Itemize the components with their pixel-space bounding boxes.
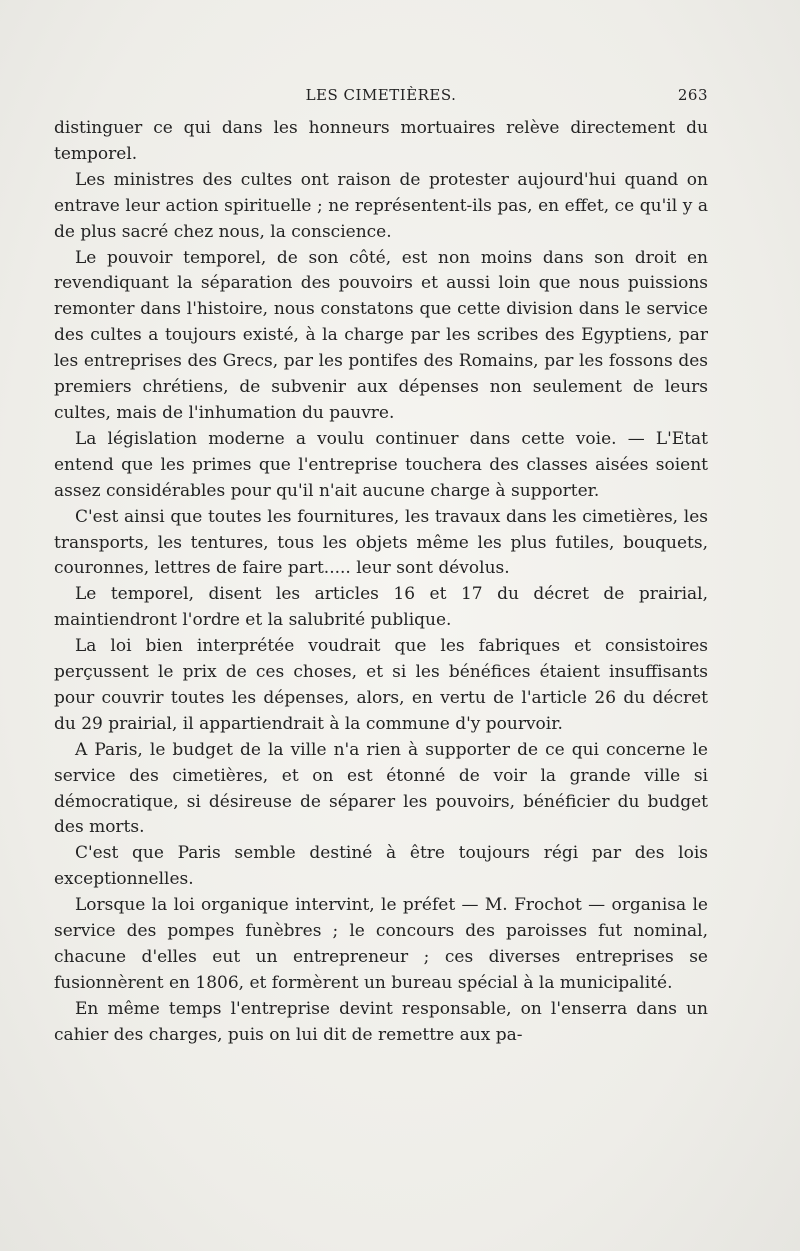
paragraph: La loi bien interprétée voudrait que les fabriques et consistoires perçussent le prix de ces choses, et si les bénéfices étaient insuffisants pour couvrir toutes les dépenses, alors, en vertu de l'article 26 du décret du 29 prairial, il appartiendrait à la commune d'y pourvoir. [54, 636, 708, 734]
paragraph: La législation moderne a voulu continuer dans cette voie. — L'Etat entend que les primes que l'entreprise touchera des classes aisées soient assez considérables pour qu'il n'ait aucune charge à supporter. [54, 428, 708, 501]
body-text [54, 116, 708, 1049]
paragraph: En même temps l'entreprise devint responsable, on l'enserra dans un cahier des charges, puis on lui dit de remettre aux pa- [54, 998, 708, 1045]
paragraph: Le temporel, disent les articles 16 et 17 du décret de prairial, maintiendront l'ordre et la salubrité publique. [54, 584, 708, 631]
running-title: LES CIMETIÈRES. [305, 86, 457, 104]
running-head [54, 86, 708, 112]
paragraph: distinguer ce qui dans les honneurs mortuaires relève directement du temporel. [54, 118, 708, 164]
page-number: 263 [677, 86, 708, 104]
paragraph: Le pouvoir temporel, de son côté, est non moins dans son droit en revendiquant la séparation des pouvoirs et aussi loin que nous puissions remonter dans l'histoire, nous constatons que cette division dans le service des cultes a toujours existé, à la charge par les scribes des Egyptiens, par les entreprises des Grecs, par les pontifes des Romains, par les fossons des premiers chrétiens, de subvenir aux dépenses non seulement de leurs cultes, mais de l'inhumation du pauvre. [54, 247, 708, 423]
paragraph: C'est ainsi que toutes les fournitures, les travaux dans les cimetières, les transports, les tentures, tous les objets même les plus futiles, bouquets, couronnes, lettres de faire part..... leur sont dévolus. [54, 506, 708, 579]
paragraph: Les ministres des cultes ont raison de protester aujourd'hui quand on entrave leur action spirituelle ; ne représentent-ils pas, en effet, ce qu'il y a de plus sacré chez nous, la conscience. [54, 169, 708, 242]
paragraph: Lorsque la loi organique intervint, le préfet — M. Frochot — organisa le service des pompes funèbres ; le concours des paroisses fut nominal, chacune d'elles eut un entrepreneur ; ces diverses entreprises se fusionnèrent en 1806, et formèrent un bureau spécial à la municipalité. [54, 895, 708, 993]
paragraph: C'est que Paris semble destiné à être toujours régi par des lois exceptionnelles. [54, 843, 708, 890]
paragraph: A Paris, le budget de la ville n'a rien à supporter de ce qui concerne le service des cimetières, et on est étonné de voir la grande ville si démocratique, si désireuse de séparer les pouvoirs, bénéficier du budget des morts. [54, 739, 708, 838]
